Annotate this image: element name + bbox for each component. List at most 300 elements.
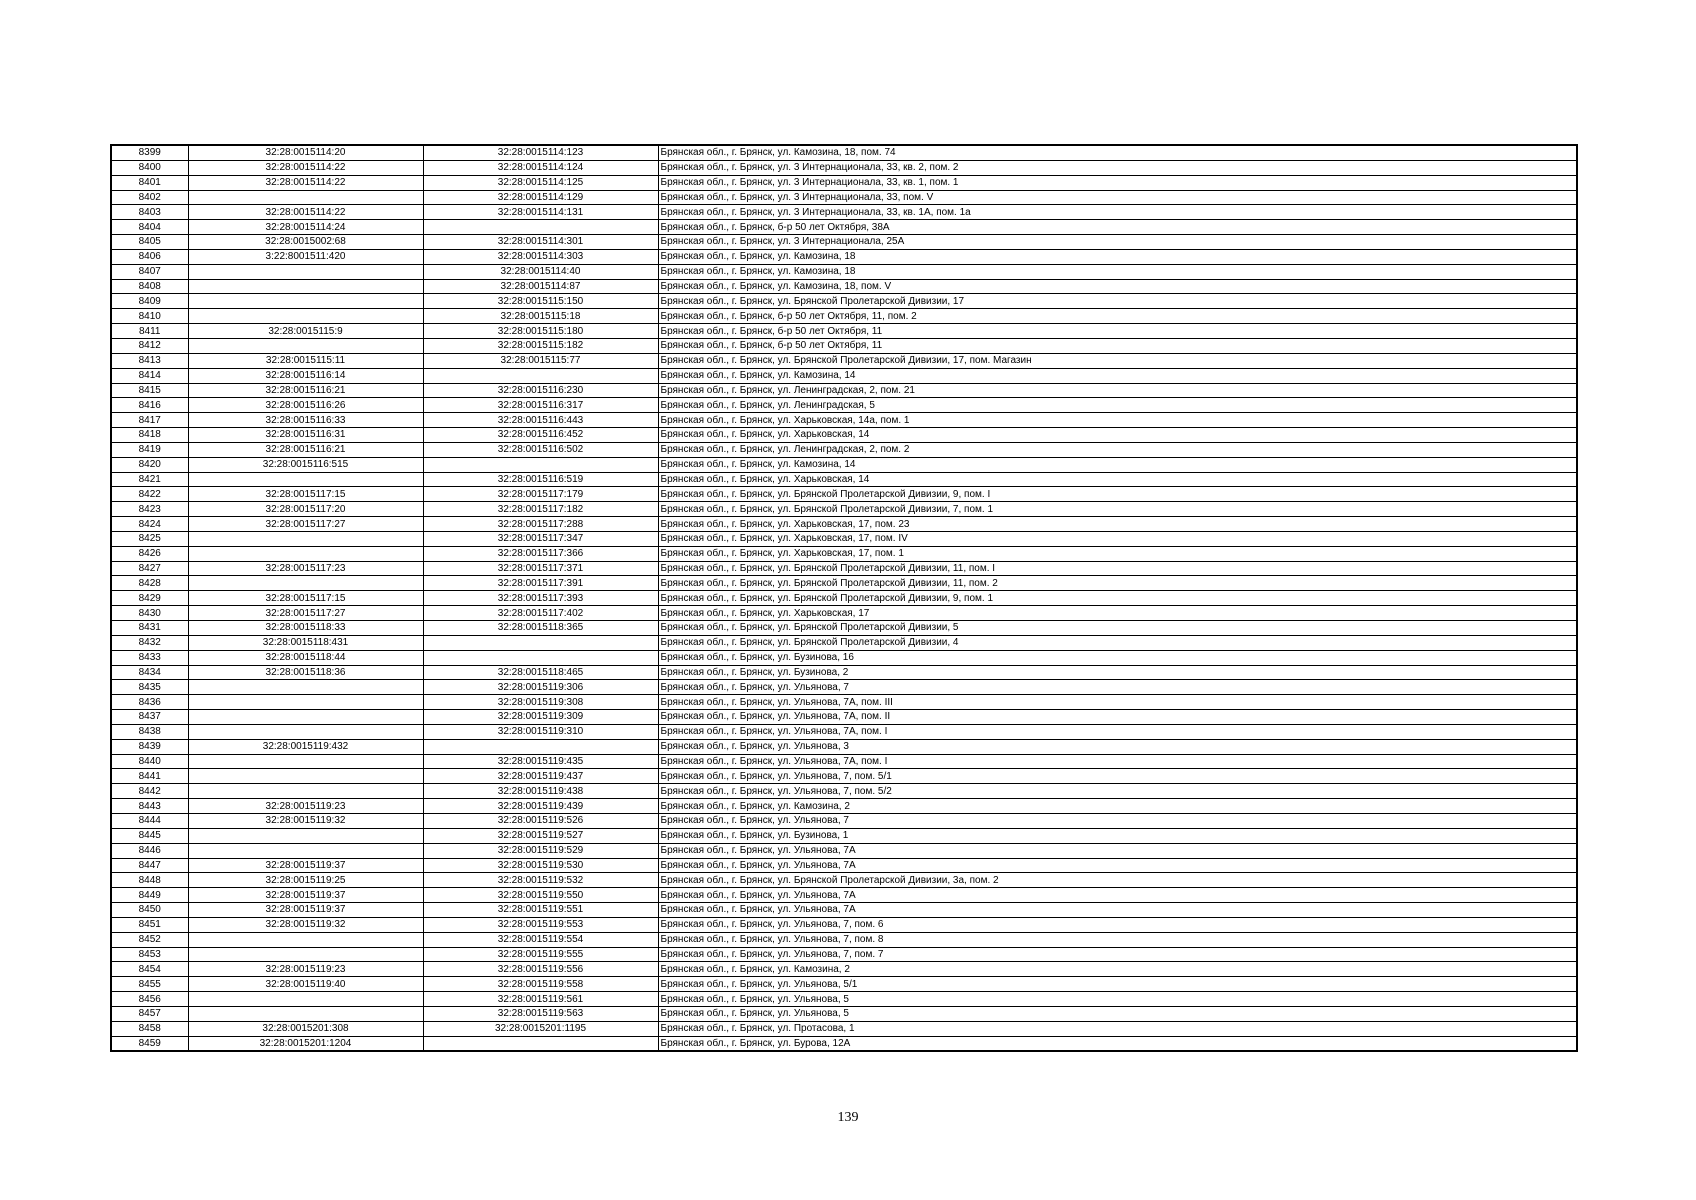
address-cell: Брянская обл., г. Брянск, ул. Брянской Пролетарской Дивизии, 17, пом. Магазин xyxy=(658,353,1577,368)
parcel-number-cell: 32:28:0015116:26 xyxy=(188,398,423,413)
object-number-cell: 32:28:0015119:306 xyxy=(423,680,658,695)
parcel-number-cell: 32:28:0015115:11 xyxy=(188,353,423,368)
object-number-cell: 32:28:0015119:309 xyxy=(423,710,658,725)
row-number-cell: 8458 xyxy=(111,1021,188,1036)
table-row xyxy=(111,264,1577,279)
parcel-number-cell xyxy=(188,294,423,309)
table-row xyxy=(111,175,1577,190)
table-row xyxy=(111,517,1577,532)
parcel-number-cell: 32:28:0015201:1204 xyxy=(188,1036,423,1051)
table-row xyxy=(111,309,1577,324)
table-row xyxy=(111,383,1577,398)
object-number-cell: 32:28:0015117:402 xyxy=(423,606,658,621)
table-row xyxy=(111,828,1577,843)
row-number-cell: 8457 xyxy=(111,1006,188,1021)
object-number-cell: 32:28:0015114:123 xyxy=(423,145,658,160)
object-number-cell: 32:28:0015119:439 xyxy=(423,799,658,814)
table-row xyxy=(111,754,1577,769)
address-cell: Брянская обл., г. Брянск, ул. Харьковская, 17, пом. 23 xyxy=(658,517,1577,532)
row-number-cell: 8453 xyxy=(111,947,188,962)
object-number-cell: 32:28:0015119:556 xyxy=(423,962,658,977)
address-cell: Брянская обл., г. Брянск, ул. Камозина, 2 xyxy=(658,962,1577,977)
object-number-cell: 32:28:0015116:452 xyxy=(423,428,658,443)
table-row xyxy=(111,413,1577,428)
table-row xyxy=(111,487,1577,502)
table-row xyxy=(111,442,1577,457)
row-number-cell: 8454 xyxy=(111,962,188,977)
address-cell: Брянская обл., г. Брянск, ул. Ульянова, 7, пом. 7 xyxy=(658,947,1577,962)
address-cell: Брянская обл., г. Брянск, ул. Ульянова, 5 xyxy=(658,1006,1577,1021)
address-cell: Брянская обл., г. Брянск, ул. Брянской Пролетарской Дивизии, 11, пом. 2 xyxy=(658,576,1577,591)
address-cell: Брянская обл., г. Брянск, ул. Камозина, 14 xyxy=(658,457,1577,472)
parcel-number-cell: 32:28:0015201:308 xyxy=(188,1021,423,1036)
parcel-number-cell: 32:28:0015119:40 xyxy=(188,977,423,992)
address-cell: Брянская обл., г. Брянск, ул. Бузинова, 2 xyxy=(658,665,1577,680)
table-row xyxy=(111,235,1577,250)
object-number-cell: 32:28:0015115:18 xyxy=(423,309,658,324)
address-cell: Брянская обл., г. Брянск, ул. Ульянова, 7А, пом. III xyxy=(658,695,1577,710)
parcel-number-cell: 32:28:0015118:44 xyxy=(188,650,423,665)
table-row xyxy=(111,724,1577,739)
table-row xyxy=(111,621,1577,636)
address-cell: Брянская обл., г. Брянск, ул. 3 Интернационала, 33, кв. 2, пом. 2 xyxy=(658,160,1577,175)
object-number-cell: 32:28:0015119:435 xyxy=(423,754,658,769)
table-row xyxy=(111,873,1577,888)
row-number-cell: 8403 xyxy=(111,205,188,220)
address-cell: Брянская обл., г. Брянск, ул. 3 Интернационала, 25А xyxy=(658,235,1577,250)
parcel-number-cell: 32:28:0015116:515 xyxy=(188,457,423,472)
address-cell: Брянская обл., г. Брянск, ул. Бузинова, 1 xyxy=(658,828,1577,843)
table-row xyxy=(111,650,1577,665)
row-number-cell: 8423 xyxy=(111,502,188,517)
address-cell: Брянская обл., г. Брянск, ул. Ленинградская, 5 xyxy=(658,398,1577,413)
object-number-cell: 32:28:0015119:555 xyxy=(423,947,658,962)
object-number-cell: 32:28:0015117:179 xyxy=(423,487,658,502)
object-number-cell: 32:28:0015119:553 xyxy=(423,917,658,932)
object-number-cell: 32:28:0015114:129 xyxy=(423,190,658,205)
parcel-number-cell xyxy=(188,769,423,784)
table-row xyxy=(111,635,1577,650)
table-row xyxy=(111,576,1577,591)
address-cell: Брянская обл., г. Брянск, ул. Камозина, 18 xyxy=(658,249,1577,264)
parcel-number-cell xyxy=(188,531,423,546)
row-number-cell: 8452 xyxy=(111,932,188,947)
table-row xyxy=(111,338,1577,353)
row-number-cell: 8412 xyxy=(111,338,188,353)
table-row xyxy=(111,903,1577,918)
object-number-cell: 32:28:0015114:303 xyxy=(423,249,658,264)
row-number-cell: 8447 xyxy=(111,858,188,873)
parcel-number-cell xyxy=(188,754,423,769)
row-number-cell: 8424 xyxy=(111,517,188,532)
row-number-cell: 8451 xyxy=(111,917,188,932)
parcel-number-cell: 32:28:0015114:22 xyxy=(188,205,423,220)
row-number-cell: 8410 xyxy=(111,309,188,324)
row-number-cell: 8437 xyxy=(111,710,188,725)
parcel-number-cell: 32:28:0015114:20 xyxy=(188,145,423,160)
table-row xyxy=(111,145,1577,160)
parcel-number-cell: 32:28:0015116:14 xyxy=(188,368,423,383)
table-row xyxy=(111,546,1577,561)
row-number-cell: 8407 xyxy=(111,264,188,279)
cadastral-table xyxy=(110,144,1578,1052)
table-row xyxy=(111,591,1577,606)
parcel-number-cell: 32:28:0015118:431 xyxy=(188,635,423,650)
object-number-cell: 32:28:0015119:558 xyxy=(423,977,658,992)
row-number-cell: 8400 xyxy=(111,160,188,175)
row-number-cell: 8443 xyxy=(111,799,188,814)
row-number-cell: 8435 xyxy=(111,680,188,695)
parcel-number-cell xyxy=(188,828,423,843)
object-number-cell: 32:28:0015116:443 xyxy=(423,413,658,428)
row-number-cell: 8432 xyxy=(111,635,188,650)
object-number-cell: 32:28:0015117:371 xyxy=(423,561,658,576)
parcel-number-cell: 3:22:8001511:420 xyxy=(188,249,423,264)
table-row xyxy=(111,353,1577,368)
object-number-cell: 32:28:0015116:230 xyxy=(423,383,658,398)
row-number-cell: 8450 xyxy=(111,903,188,918)
object-number-cell: 32:28:0015117:182 xyxy=(423,502,658,517)
parcel-number-cell: 32:28:0015119:32 xyxy=(188,813,423,828)
table-row xyxy=(111,799,1577,814)
object-number-cell xyxy=(423,650,658,665)
object-number-cell: 32:28:0015119:437 xyxy=(423,769,658,784)
table-row xyxy=(111,784,1577,799)
address-cell: Брянская обл., г. Брянск, ул. Ленинградская, 2, пом. 2 xyxy=(658,442,1577,457)
parcel-number-cell: 32:28:0015119:23 xyxy=(188,962,423,977)
table-row xyxy=(111,710,1577,725)
table-row xyxy=(111,324,1577,339)
page-number: 139 xyxy=(837,1110,859,1125)
object-number-cell: 32:28:0015114:301 xyxy=(423,235,658,250)
row-number-cell: 8416 xyxy=(111,398,188,413)
object-number-cell: 32:28:0015118:365 xyxy=(423,621,658,636)
table-row xyxy=(111,680,1577,695)
parcel-number-cell xyxy=(188,1006,423,1021)
object-number-cell xyxy=(423,1036,658,1051)
object-number-cell xyxy=(423,220,658,235)
row-number-cell: 8440 xyxy=(111,754,188,769)
parcel-number-cell: 32:28:0015002:68 xyxy=(188,235,423,250)
parcel-number-cell: 32:28:0015119:432 xyxy=(188,739,423,754)
address-cell: Брянская обл., г. Брянск, ул. Бурова, 12А xyxy=(658,1036,1577,1051)
row-number-cell: 8401 xyxy=(111,175,188,190)
row-number-cell: 8426 xyxy=(111,546,188,561)
parcel-number-cell: 32:28:0015119:37 xyxy=(188,888,423,903)
address-cell: Брянская обл., г. Брянск, ул. Харьковская, 14 xyxy=(658,428,1577,443)
address-cell: Брянская обл., г. Брянск, ул. 3 Интернационала, 33, кв. 1, пом. 1 xyxy=(658,175,1577,190)
parcel-number-cell: 32:28:0015115:9 xyxy=(188,324,423,339)
address-cell: Брянская обл., г. Брянск, ул. 3 Интернационала, 33, кв. 1А, пом. 1а xyxy=(658,205,1577,220)
parcel-number-cell xyxy=(188,576,423,591)
parcel-number-cell: 32:28:0015119:25 xyxy=(188,873,423,888)
parcel-number-cell xyxy=(188,309,423,324)
table-row xyxy=(111,472,1577,487)
table-row xyxy=(111,769,1577,784)
row-number-cell: 8425 xyxy=(111,531,188,546)
row-number-cell: 8405 xyxy=(111,235,188,250)
table-row xyxy=(111,502,1577,517)
row-number-cell: 8414 xyxy=(111,368,188,383)
address-cell: Брянская обл., г. Брянск, б-р 50 лет Октября, 11 xyxy=(658,338,1577,353)
object-number-cell xyxy=(423,457,658,472)
row-number-cell: 8459 xyxy=(111,1036,188,1051)
parcel-number-cell: 32:28:0015119:37 xyxy=(188,903,423,918)
parcel-number-cell xyxy=(188,264,423,279)
table-body xyxy=(111,145,1577,1051)
object-number-cell: 32:28:0015114:131 xyxy=(423,205,658,220)
table-row xyxy=(111,962,1577,977)
row-number-cell: 8433 xyxy=(111,650,188,665)
object-number-cell xyxy=(423,739,658,754)
row-number-cell: 8418 xyxy=(111,428,188,443)
table-row xyxy=(111,220,1577,235)
table-row xyxy=(111,457,1577,472)
row-number-cell: 8448 xyxy=(111,873,188,888)
parcel-number-cell: 32:28:0015118:33 xyxy=(188,621,423,636)
object-number-cell: 32:28:0015116:502 xyxy=(423,442,658,457)
address-cell: Брянская обл., г. Брянск, ул. Бузинова, 16 xyxy=(658,650,1577,665)
address-cell: Брянская обл., г. Брянск, ул. Брянской Пролетарской Дивизии, 17 xyxy=(658,294,1577,309)
address-cell: Брянская обл., г. Брянск, ул. Харьковская, 17, пом. 1 xyxy=(658,546,1577,561)
address-cell: Брянская обл., г. Брянск, ул. Ленинградская, 2, пом. 21 xyxy=(658,383,1577,398)
parcel-number-cell xyxy=(188,279,423,294)
address-cell: Брянская обл., г. Брянск, ул. Камозина, 18, пом. V xyxy=(658,279,1577,294)
parcel-number-cell xyxy=(188,932,423,947)
object-number-cell: 32:28:0015117:347 xyxy=(423,531,658,546)
object-number-cell: 32:28:0015117:391 xyxy=(423,576,658,591)
row-number-cell: 8422 xyxy=(111,487,188,502)
row-number-cell: 8429 xyxy=(111,591,188,606)
address-cell: Брянская обл., г. Брянск, ул. Ульянова, 7А, пом. II xyxy=(658,710,1577,725)
object-number-cell: 32:28:0015119:438 xyxy=(423,784,658,799)
address-cell: Брянская обл., г. Брянск, ул. Ульянова, 7А xyxy=(658,903,1577,918)
address-cell: Брянская обл., г. Брянск, ул. Ульянова, 7 xyxy=(658,680,1577,695)
row-number-cell: 8413 xyxy=(111,353,188,368)
table-row xyxy=(111,843,1577,858)
object-number-cell: 32:28:0015201:1195 xyxy=(423,1021,658,1036)
table-row xyxy=(111,1021,1577,1036)
table-row xyxy=(111,279,1577,294)
table-row xyxy=(111,932,1577,947)
row-number-cell: 8408 xyxy=(111,279,188,294)
table-row xyxy=(111,947,1577,962)
object-number-cell: 32:28:0015119:530 xyxy=(423,858,658,873)
row-number-cell: 8428 xyxy=(111,576,188,591)
address-cell: Брянская обл., г. Брянск, ул. Ульянова, 7А xyxy=(658,843,1577,858)
table-row xyxy=(111,160,1577,175)
row-number-cell: 8442 xyxy=(111,784,188,799)
object-number-cell: 32:28:0015117:288 xyxy=(423,517,658,532)
parcel-number-cell: 32:28:0015116:21 xyxy=(188,442,423,457)
table-row xyxy=(111,368,1577,383)
row-number-cell: 8444 xyxy=(111,813,188,828)
address-cell: Брянская обл., г. Брянск, ул. Харьковская, 14а, пом. 1 xyxy=(658,413,1577,428)
address-cell: Брянская обл., г. Брянск, ул. Ульянова, 7 xyxy=(658,813,1577,828)
parcel-number-cell: 32:28:0015117:15 xyxy=(188,591,423,606)
table-row xyxy=(111,992,1577,1007)
table-row xyxy=(111,190,1577,205)
object-number-cell: 32:28:0015118:465 xyxy=(423,665,658,680)
object-number-cell: 32:28:0015119:550 xyxy=(423,888,658,903)
table-row xyxy=(111,739,1577,754)
address-cell: Брянская обл., г. Брянск, ул. Харьковская, 17 xyxy=(658,606,1577,621)
address-cell: Брянская обл., г. Брянск, ул. Камозина, 14 xyxy=(658,368,1577,383)
address-cell: Брянская обл., г. Брянск, ул. Харьковская, 14 xyxy=(658,472,1577,487)
address-cell: Брянская обл., г. Брянск, ул. Брянской Пролетарской Дивизии, 4 xyxy=(658,635,1577,650)
address-cell: Брянская обл., г. Брянск, ул. Ульянова, 7, пом. 5/2 xyxy=(658,784,1577,799)
address-cell: Брянская обл., г. Брянск, ул. Ульянова, 7А, пом. I xyxy=(658,754,1577,769)
address-cell: Брянская обл., г. Брянск, ул. 3 Интернационала, 33, пом. V xyxy=(658,190,1577,205)
object-number-cell xyxy=(423,635,658,650)
object-number-cell: 32:28:0015117:366 xyxy=(423,546,658,561)
address-cell: Брянская обл., г. Брянск, ул. Брянской Пролетарской Дивизии, 3а, пом. 2 xyxy=(658,873,1577,888)
object-number-cell: 32:28:0015119:561 xyxy=(423,992,658,1007)
object-number-cell: 32:28:0015115:77 xyxy=(423,353,658,368)
row-number-cell: 8421 xyxy=(111,472,188,487)
parcel-number-cell: 32:28:0015117:20 xyxy=(188,502,423,517)
object-number-cell: 32:28:0015119:308 xyxy=(423,695,658,710)
table-row xyxy=(111,205,1577,220)
address-cell: Брянская обл., г. Брянск, ул. Ульянова, 5/1 xyxy=(658,977,1577,992)
parcel-number-cell: 32:28:0015117:23 xyxy=(188,561,423,576)
address-cell: Брянская обл., г. Брянск, ул. Камозина, 18, пом. 74 xyxy=(658,145,1577,160)
table-row xyxy=(111,606,1577,621)
address-cell: Брянская обл., г. Брянск, ул. Ульянова, 7, пом. 5/1 xyxy=(658,769,1577,784)
object-number-cell: 32:28:0015119:526 xyxy=(423,813,658,828)
address-cell: Брянская обл., г. Брянск, б-р 50 лет Октября, 38А xyxy=(658,220,1577,235)
parcel-number-cell xyxy=(188,784,423,799)
parcel-number-cell: 32:28:0015119:23 xyxy=(188,799,423,814)
parcel-number-cell: 32:28:0015117:27 xyxy=(188,606,423,621)
table-row xyxy=(111,917,1577,932)
address-cell: Брянская обл., г. Брянск, ул. Камозина, 18 xyxy=(658,264,1577,279)
row-number-cell: 8436 xyxy=(111,695,188,710)
row-number-cell: 8420 xyxy=(111,457,188,472)
parcel-number-cell: 32:28:0015116:33 xyxy=(188,413,423,428)
row-number-cell: 8446 xyxy=(111,843,188,858)
parcel-number-cell xyxy=(188,992,423,1007)
table-row xyxy=(111,428,1577,443)
address-cell: Брянская обл., г. Брянск, ул. Брянской Пролетарской Дивизии, 9, пом. I xyxy=(658,487,1577,502)
address-cell: Брянская обл., г. Брянск, ул. Ульянова, 7А, пом. I xyxy=(658,724,1577,739)
address-cell: Брянская обл., г. Брянск, б-р 50 лет Октября, 11 xyxy=(658,324,1577,339)
row-number-cell: 8439 xyxy=(111,739,188,754)
address-cell: Брянская обл., г. Брянск, ул. Ульянова, 7А xyxy=(658,888,1577,903)
address-cell: Брянская обл., г. Брянск, ул. Ульянова, 7, пом. 6 xyxy=(658,917,1577,932)
table-row xyxy=(111,249,1577,264)
address-cell: Брянская обл., г. Брянск, ул. Протасова, 1 xyxy=(658,1021,1577,1036)
table-row xyxy=(111,695,1577,710)
parcel-number-cell: 32:28:0015119:32 xyxy=(188,917,423,932)
object-number-cell: 32:28:0015114:124 xyxy=(423,160,658,175)
parcel-number-cell: 32:28:0015116:31 xyxy=(188,428,423,443)
row-number-cell: 8445 xyxy=(111,828,188,843)
object-number-cell: 32:28:0015117:393 xyxy=(423,591,658,606)
row-number-cell: 8419 xyxy=(111,442,188,457)
parcel-number-cell xyxy=(188,724,423,739)
table-row xyxy=(111,977,1577,992)
row-number-cell: 8404 xyxy=(111,220,188,235)
parcel-number-cell: 32:28:0015119:37 xyxy=(188,858,423,873)
object-number-cell: 32:28:0015115:150 xyxy=(423,294,658,309)
table-row xyxy=(111,1036,1577,1051)
table-row xyxy=(111,813,1577,828)
object-number-cell: 32:28:0015116:519 xyxy=(423,472,658,487)
table-row xyxy=(111,888,1577,903)
address-cell: Брянская обл., г. Брянск, б-р 50 лет Октября, 11, пом. 2 xyxy=(658,309,1577,324)
table-row xyxy=(111,665,1577,680)
parcel-number-cell xyxy=(188,472,423,487)
table-row xyxy=(111,294,1577,309)
parcel-number-cell xyxy=(188,710,423,725)
object-number-cell: 32:28:0015114:40 xyxy=(423,264,658,279)
object-number-cell xyxy=(423,368,658,383)
parcel-number-cell xyxy=(188,338,423,353)
row-number-cell: 8402 xyxy=(111,190,188,205)
row-number-cell: 8411 xyxy=(111,324,188,339)
table-row xyxy=(111,398,1577,413)
row-number-cell: 8430 xyxy=(111,606,188,621)
address-cell: Брянская обл., г. Брянск, ул. Ульянова, 7, пом. 8 xyxy=(658,932,1577,947)
address-cell: Брянская обл., г. Брянск, ул. Брянской Пролетарской Дивизии, 5 xyxy=(658,621,1577,636)
row-number-cell: 8441 xyxy=(111,769,188,784)
parcel-number-cell: 32:28:0015114:22 xyxy=(188,175,423,190)
parcel-number-cell xyxy=(188,190,423,205)
address-cell: Брянская обл., г. Брянск, ул. Камозина, 2 xyxy=(658,799,1577,814)
table-row xyxy=(111,858,1577,873)
row-number-cell: 8415 xyxy=(111,383,188,398)
parcel-number-cell: 32:28:0015116:21 xyxy=(188,383,423,398)
address-cell: Брянская обл., г. Брянск, ул. Ульянова, 7А xyxy=(658,858,1577,873)
object-number-cell: 32:28:0015119:554 xyxy=(423,932,658,947)
object-number-cell: 32:28:0015114:125 xyxy=(423,175,658,190)
object-number-cell: 32:28:0015119:529 xyxy=(423,843,658,858)
address-cell: Брянская обл., г. Брянск, ул. Ульянова, 3 xyxy=(658,739,1577,754)
row-number-cell: 8455 xyxy=(111,977,188,992)
parcel-number-cell xyxy=(188,947,423,962)
object-number-cell: 32:28:0015114:87 xyxy=(423,279,658,294)
object-number-cell: 32:28:0015115:180 xyxy=(423,324,658,339)
parcel-number-cell: 32:28:0015117:27 xyxy=(188,517,423,532)
address-cell: Брянская обл., г. Брянск, ул. Брянской Пролетарской Дивизии, 7, пом. 1 xyxy=(658,502,1577,517)
parcel-number-cell xyxy=(188,695,423,710)
row-number-cell: 8438 xyxy=(111,724,188,739)
parcel-number-cell xyxy=(188,680,423,695)
address-cell: Брянская обл., г. Брянск, ул. Брянской Пролетарской Дивизии, 11, пом. I xyxy=(658,561,1577,576)
table-row xyxy=(111,1006,1577,1021)
address-cell: Брянская обл., г. Брянск, ул. Ульянова, 5 xyxy=(658,992,1577,1007)
row-number-cell: 8431 xyxy=(111,621,188,636)
row-number-cell: 8406 xyxy=(111,249,188,264)
object-number-cell: 32:28:0015115:182 xyxy=(423,338,658,353)
row-number-cell: 8427 xyxy=(111,561,188,576)
address-cell: Брянская обл., г. Брянск, ул. Харьковская, 17, пом. IV xyxy=(658,531,1577,546)
row-number-cell: 8409 xyxy=(111,294,188,309)
object-number-cell: 32:28:0015116:317 xyxy=(423,398,658,413)
row-number-cell: 8399 xyxy=(111,145,188,160)
row-number-cell: 8434 xyxy=(111,665,188,680)
parcel-number-cell: 32:28:0015114:24 xyxy=(188,220,423,235)
object-number-cell: 32:28:0015119:532 xyxy=(423,873,658,888)
parcel-number-cell: 32:28:0015118:36 xyxy=(188,665,423,680)
row-number-cell: 8449 xyxy=(111,888,188,903)
table-row xyxy=(111,531,1577,546)
object-number-cell: 32:28:0015119:310 xyxy=(423,724,658,739)
parcel-number-cell xyxy=(188,843,423,858)
table-row xyxy=(111,561,1577,576)
parcel-number-cell xyxy=(188,546,423,561)
